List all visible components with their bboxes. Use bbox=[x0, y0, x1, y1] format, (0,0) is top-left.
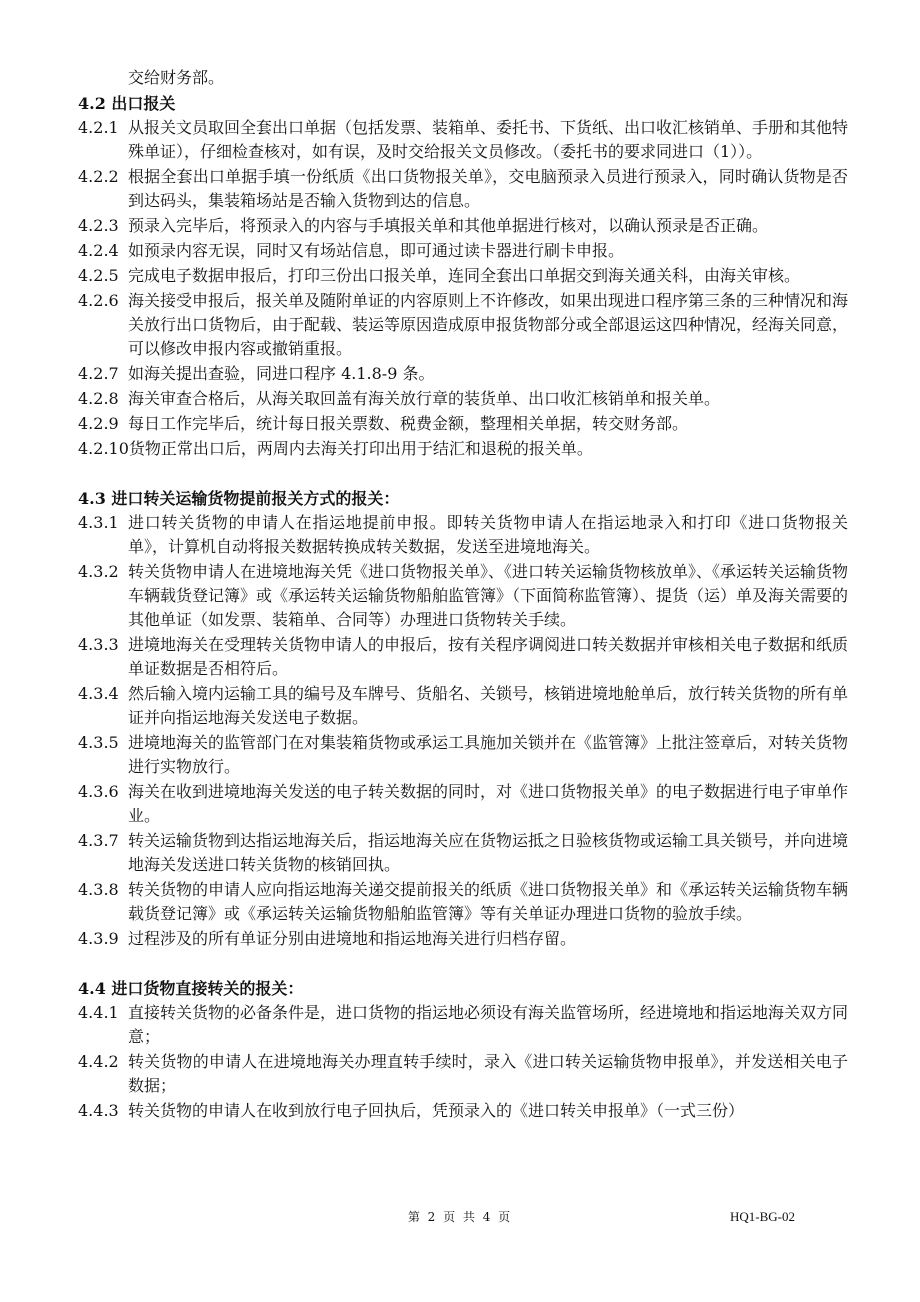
clause-number: 4.3.8 bbox=[78, 880, 119, 899]
clause-text: 预录入完毕后，将预录入的内容与手填报关单和其他单据进行核对，以确认预录是否正确。 bbox=[128, 216, 769, 235]
clause-text: 海关审查合格后，从海关取回盖有海关放行章的装货单、出口收汇核销单和报关单。 bbox=[128, 389, 721, 408]
clause-item bbox=[78, 1099, 848, 1123]
clause-text: 从报关文员取回全套出口单据（包括发票、装箱单、委托书、下货纸、出口收汇核销单、手册和其他特殊单证），仔细检查核对，如有误，及时交给报关文员修改。（委托书的要求同进口（1））。 bbox=[128, 118, 849, 161]
clause-number: 4.2.6 bbox=[78, 291, 119, 310]
section-heading: 4.3 进口转关运输货物提前报关方式的报关： bbox=[78, 489, 400, 508]
clause-text: 然后输入境内运输工具的编号及车牌号、货船名、关锁号，核销进境地舱单后，放行转关货物的所有单证并向指运地海关发送电子数据。 bbox=[128, 684, 849, 727]
clause-item bbox=[78, 511, 848, 559]
clause-number: 4.3.3 bbox=[78, 635, 119, 654]
clause-text: 转关货物申请人在进境地海关凭《进口货物报关单》、《进口转关运输货物核放单》、《承运转关运输货物车辆载货登记簿》或《承运转关运输货物船舶监管簿》（下面简称监管簿）、提货（运）单及海关需要的其他单证（如发票、装箱单、合同等）办理进口货物转关手续。 bbox=[128, 562, 849, 629]
clause-item bbox=[78, 780, 848, 828]
clause-number: 4.2.3 bbox=[78, 216, 119, 235]
clause-text: 转关货物的申请人在收到放行电子回执后，凭预录入的《进口转关申报单》（一式三份） bbox=[128, 1101, 745, 1120]
clause-item bbox=[78, 412, 848, 436]
clause-text: 转关货物的申请人应向指运地海关递交提前报关的纸质《进口货物报关单》和《承运转关运输货物车辆载货登记簿》或《承运转关运输货物船舶监管簿》等有关单证办理进口货物的验放手续。 bbox=[128, 880, 849, 923]
clause-number: 4.2.4 bbox=[78, 241, 119, 260]
clause-number: 4.4.2 bbox=[78, 1052, 119, 1071]
clause-text: 货物正常出口后，两周内去海关打印出用于结汇和退税的报关单。 bbox=[128, 439, 593, 458]
clause-item bbox=[78, 878, 848, 926]
clause-item bbox=[78, 829, 848, 877]
clause-item bbox=[78, 264, 848, 288]
clause-number: 4.2.5 bbox=[78, 266, 119, 285]
document-body bbox=[78, 66, 848, 1124]
clause-item bbox=[78, 116, 848, 164]
clause-item bbox=[78, 731, 848, 779]
clause-item bbox=[78, 560, 848, 632]
clause-text: 进口转关货物的申请人在指运地提前申报。即转关货物申请人在指运地录入和打印《进口货物报关单》，计算机自动将报关数据转换成转关数据，发送至进境地海关。 bbox=[128, 513, 848, 556]
clause-item bbox=[78, 633, 848, 681]
clause-text: 转关货物的申请人在进境地海关办理直转手续时，录入《进口转关运输货物申报单》，并发送相关电子数据； bbox=[128, 1052, 848, 1095]
document-code: HQ1-BG-02 bbox=[730, 1209, 795, 1224]
clause-item bbox=[78, 437, 848, 461]
clause-text: 如海关提出查验，同进口程序 4.1.8-9 条。 bbox=[128, 364, 435, 383]
clause-number: 4.3.7 bbox=[78, 831, 119, 850]
section-heading: 4.2 出口报关 bbox=[78, 94, 176, 113]
clause-item bbox=[78, 1001, 848, 1049]
clause-text: 每日工作完毕后，统计每日报关票数、税费金额，整理相关单据，转交财务部。 bbox=[128, 414, 689, 433]
clause-item bbox=[78, 682, 848, 730]
clause-number: 4.3.9 bbox=[78, 929, 119, 948]
clause-item bbox=[78, 362, 848, 386]
clause-text: 进境地海关在受理转关货物申请人的申报后，按有关程序调阅进口转关数据并审核相关电子数据和纸质单证数据是否相符后。 bbox=[128, 635, 849, 678]
clause-text: 进境地海关的监管部门在对集装箱货物或承运工具施加关锁并在《监管簿》上批注签章后，对转关货物进行实物放行。 bbox=[128, 733, 849, 776]
clause-text: 海关接受申报后，报关单及随附单证的内容原则上不许修改，如果出现进口程序第三条的三种情况和海关放行出口货物后，由于配载、装运等原因造成原申报货物部分或全部退运这四种情况，经海关同意，可以修改申报内容或撤销重报。 bbox=[128, 291, 849, 358]
clause-text: 直接转关货物的必备条件是，进口货物的指运地必须设有海关监管场所，经进境地和指运地海关双方同意； bbox=[128, 1003, 849, 1046]
clause-number: 4.3.2 bbox=[78, 562, 119, 581]
clause-number: 4.2.10 bbox=[78, 439, 129, 458]
clause-number: 4.2.9 bbox=[78, 414, 119, 433]
clause-number: 4.4.3 bbox=[78, 1101, 119, 1120]
page-number: 第 2 页 共 4 页 bbox=[407, 1210, 513, 1224]
clause-item bbox=[78, 289, 848, 361]
clause-item bbox=[78, 214, 848, 238]
clause-text: 海关在收到进境地海关发送的电子转关数据的同时，对《进口货物报关单》的电子数据进行电子审单作业。 bbox=[128, 782, 849, 825]
clause-number: 4.2.7 bbox=[78, 364, 119, 383]
clause-number: 4.3.4 bbox=[78, 684, 119, 703]
clause-text: 转关运输货物到达指运地海关后，指运地海关应在货物运抵之日验核货物或运输工具关锁号，并向进境地海关发送进口转关货物的核销回执。 bbox=[128, 831, 849, 874]
clause-number: 4.2.1 bbox=[78, 118, 119, 137]
clause-item bbox=[78, 387, 848, 411]
clause-number: 4.3.5 bbox=[78, 733, 119, 752]
clause-item bbox=[78, 165, 848, 213]
clause-text: 完成电子数据申报后，打印三份出口报关单，连同全套出口单据交到海关通关科，由海关审核。 bbox=[128, 266, 801, 285]
clause-number: 4.4.1 bbox=[78, 1003, 119, 1022]
clause-number: 4.3.1 bbox=[78, 513, 119, 532]
section-heading: 4.4 进口货物直接转关的报关： bbox=[78, 979, 304, 998]
continuation-text: 交给财务部。 bbox=[128, 68, 225, 87]
clause-item bbox=[78, 239, 848, 263]
clause-text: 根据全套出口单据手填一份纸质《出口货物报关单》，交电脑预录入员进行预录入，同时确认货物是否到达码头，集装箱场站是否输入货物到达的信息。 bbox=[128, 167, 848, 210]
clause-number: 4.3.6 bbox=[78, 782, 119, 801]
clause-item bbox=[78, 1050, 848, 1098]
clause-text: 过程涉及的所有单证分别由进境地和指运地海关进行归档存留。 bbox=[128, 929, 577, 948]
clause-text: 如预录内容无误，同时又有场站信息，即可通过读卡器进行刷卡申报。 bbox=[128, 241, 625, 260]
clause-number: 4.2.2 bbox=[78, 167, 119, 186]
clause-number: 4.2.8 bbox=[78, 389, 119, 408]
clause-item bbox=[78, 927, 848, 951]
